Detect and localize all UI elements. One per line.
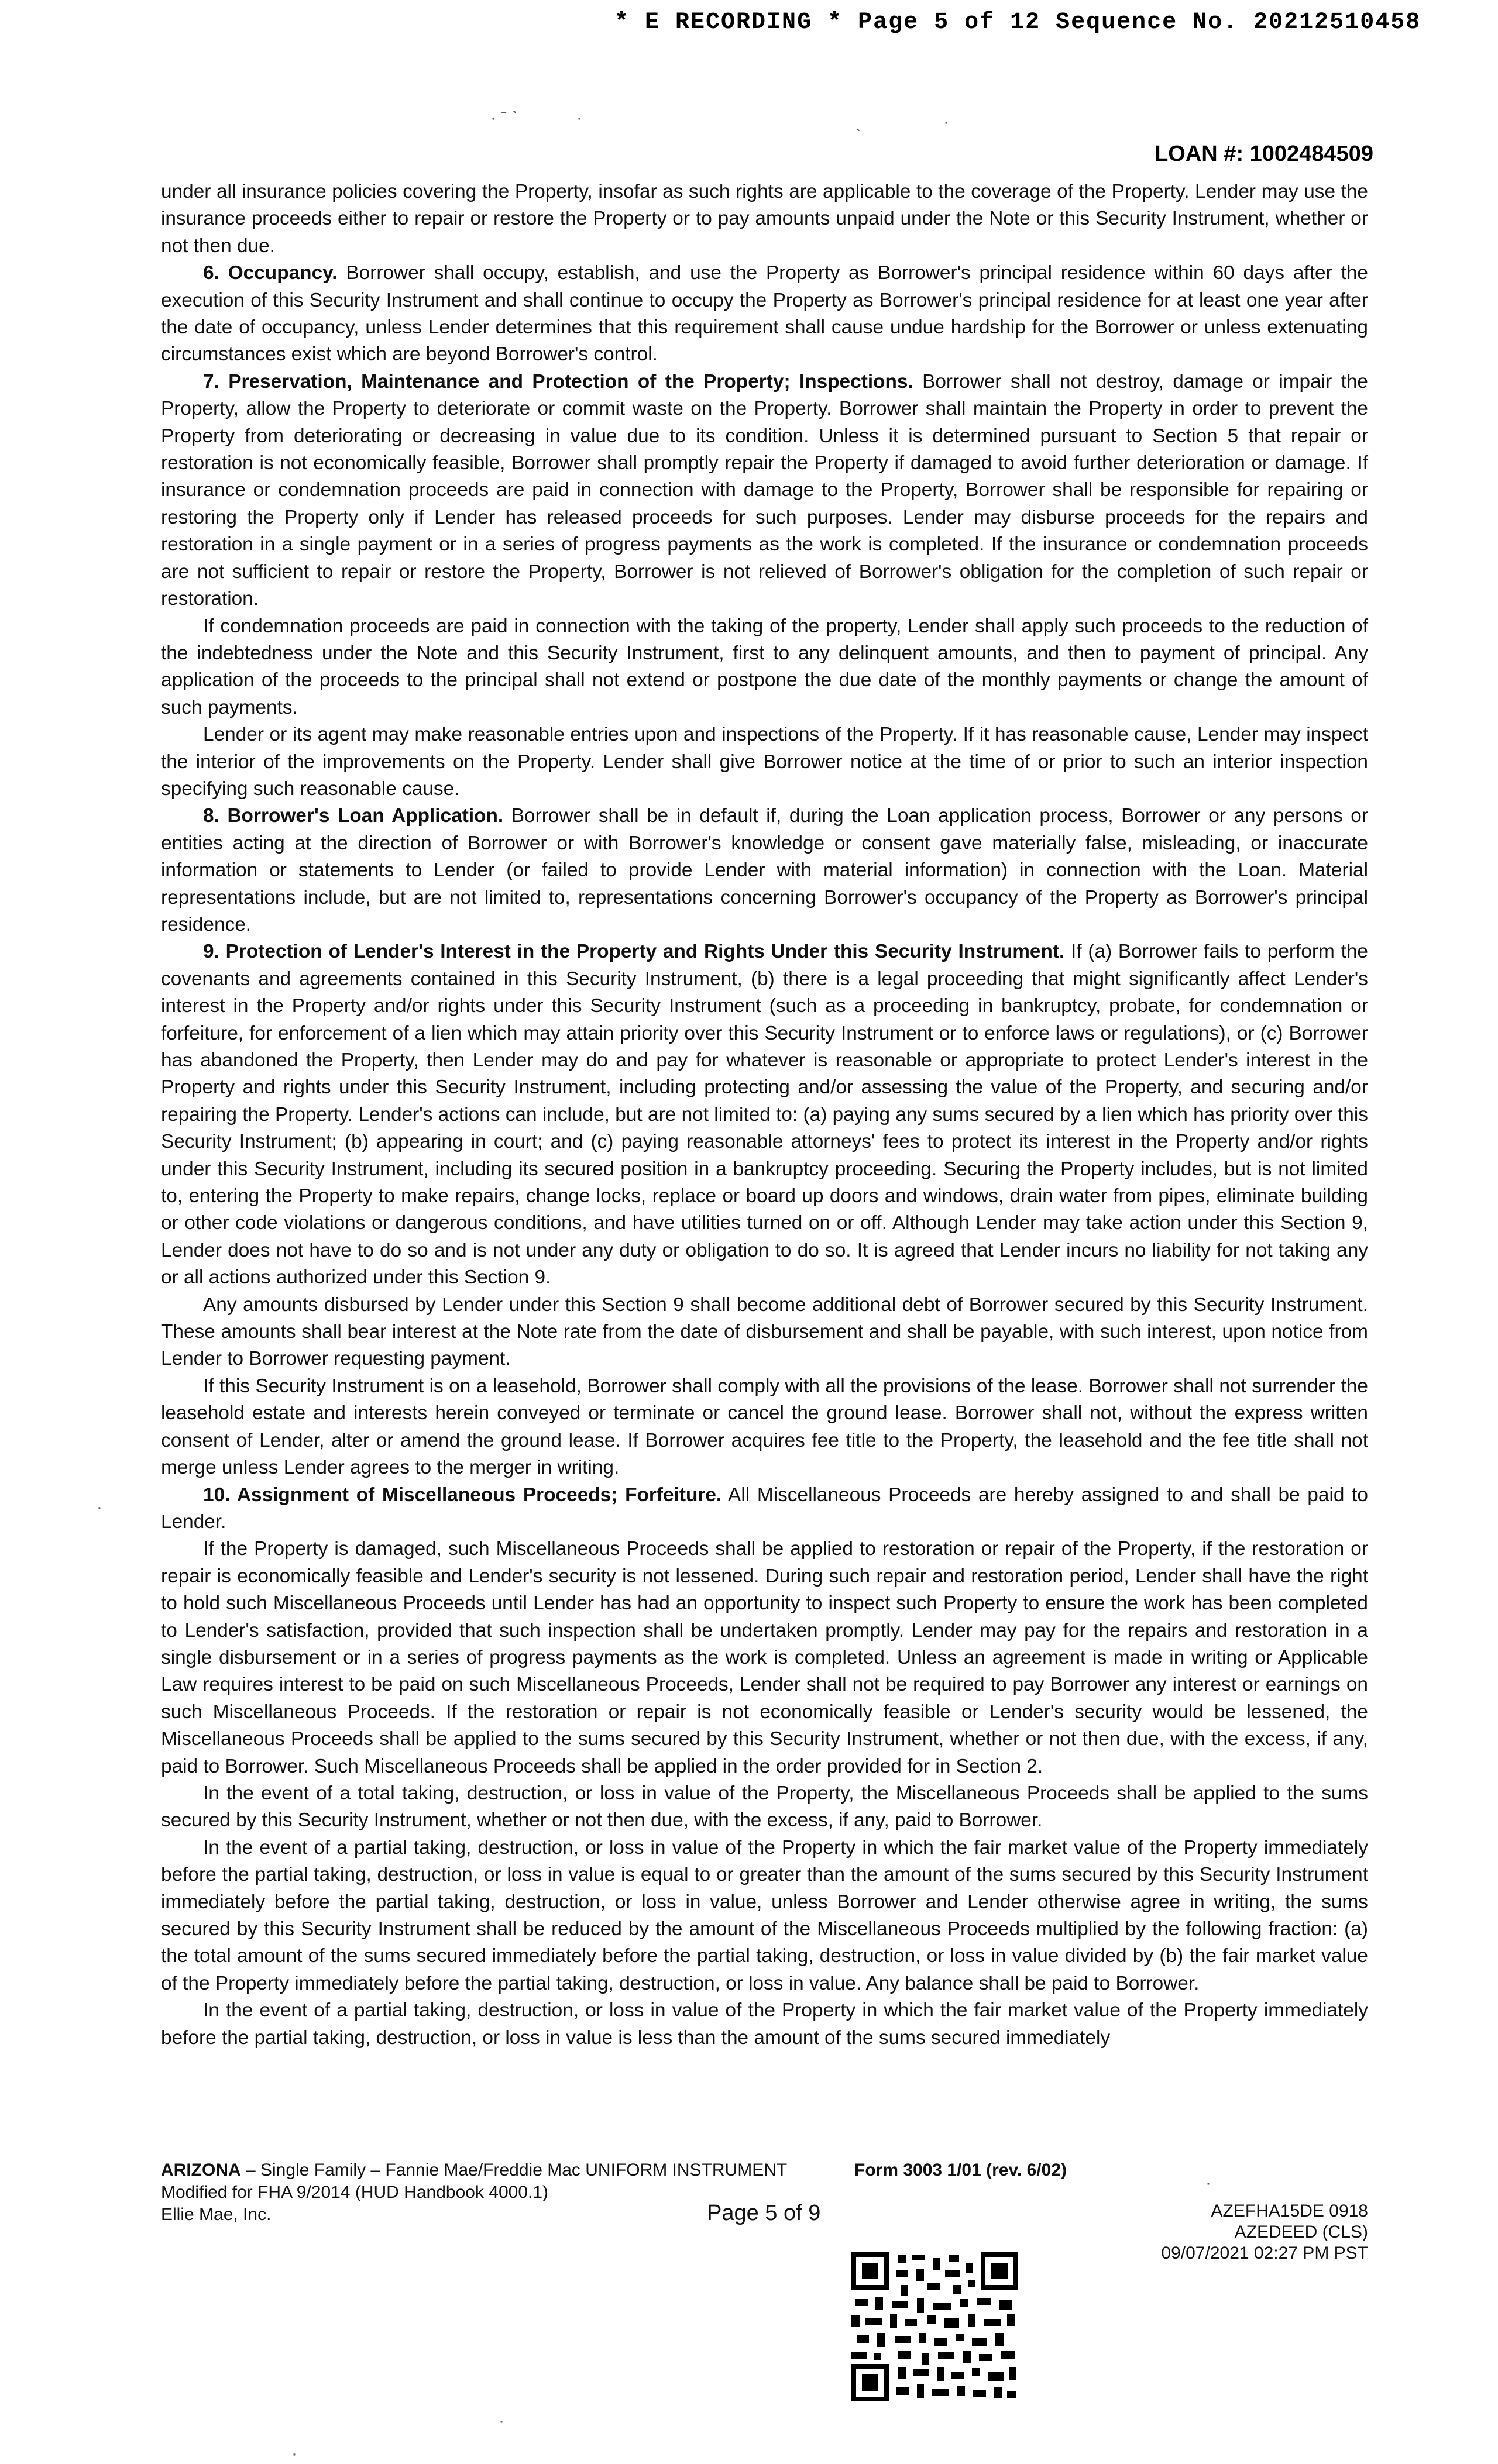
section-8-heading: 8. Borrower's Loan Application. [203, 805, 504, 827]
section-10 [161, 1482, 1368, 1536]
scan-speck: · [943, 112, 949, 132]
section-9 [161, 938, 1368, 1291]
section-10-paragraph-5: In the event of a partial taking, destruction, or loss in value of the Property in which the fair market value of the Property immediately before the partial taking, destruction, or loss in value is less than the amount of the sums secured immediately [161, 2000, 1368, 2049]
section-7-paragraph-2: If condemnation proceeds are paid in connection with the taking of the property, Lender shall apply such proceeds to the reduction of the indebtedness under the Note and this Security Instrument, first to any delinquent amounts, and then to payment of principal. Any application of the proceeds to the principal shall not extend or postpone the due date of the monthly payments or change the amount of such payments. [161, 615, 1368, 718]
section-6-text: Borrower shall occupy, establish, and use the Property as Borrower's principal residence within 60 days after the execution of this Security Instrument and shall continue to occupy the Property as Borrower's principal residence for at least one year after the date of occupancy, unless Lender determines that this requirement shall cause undue hardship for the Borrower or unless extenuating circumstances exist which are beyond Borrower's control. [161, 262, 1369, 366]
footer-instrument: – Single Family – Fannie Mae/Freddie Mac UNIFORM INSTRUMENT [240, 2160, 788, 2180]
section-7-text: Borrower shall not destroy, damage or impair the Property, allow the Property to deteriorate or commit waste on the Property. Borrower shall maintain the Property in order to prevent the Property from deteriorating or decreasing in value due to its condition. Unless it is determined pursuant to Section 5 that repair or restoration is not economically feasible, Borrower shall promptly repair the Property if damaged to avoid further deterioration or damage. If insurance or condemnation proceeds are paid in connection with damage to the Property, Borrower shall be responsible for repairing or restoring the Property only if Lender has released proceeds for such purposes. Lender may disburse proceeds for the repairs and restoration in a single payment or in a series of progress payments as the work is completed. If the insurance or condemnation proceeds are not sufficient to repair or restore the Property, Borrower is not relieved of Borrower's obligation for the completion of such repair or restoration. [161, 370, 1368, 610]
footer-doc-id: AZEDEED (CLS) [1234, 2222, 1368, 2242]
section-9-text: If (a) Borrower fails to perform the covenants and agreements contained in this Security Instrument, (b) there is a legal proceeding that might significantly affect Lender's interest in the Property and/or rights under this Security Instrument (such as a proceeding in bankruptcy, probate, for condemnation or forfeiture, for enforcement of a lien which may attain priority over this Security Instrument or to enforce laws or regulations), or (c) Borrower has abandoned the Property, then Lender may do and pay for whatever is reasonable or appropriate to protect Lender's interest in the Property and rights under this Security Instrument, including protecting and/or assessing the value of the Property, and securing and/or repairing the Property. Lender's actions can include, but are not limited to: (a) paying any sums secured by a lien which has priority over this Security Instrument; (b) appearing in court; and (c) paying reasonable attorneys' fees to protect its interest in the Property and/or rights under this Security Instrument, including its secured position in a bankruptcy proceeding. Securing the Property includes, but is not limited to, entering the Property to make repairs, change locks, replace or board up doors and windows, drain water from pipes, eliminate building or other code violations or dangerous conditions, and have utilities turned on or off. Although Lender may take action under this Section 9, Lender does not have to do so and is not under any duty or obligation to do so. It is agreed that Lender incurs no liability for not taking any or all actions authorized under this Section 9. [161, 941, 1368, 1289]
footer-instrument-line [161, 2160, 787, 2181]
section-10-paragraph-3: In the event of a total taking, destruction, or loss in value of the Property, the Miscellaneous Proceeds shall be applied to the sums secured by this Security Instrument, whether or not then due, with the excess, if any, paid to Borrower. [161, 1782, 1368, 1832]
section-8 [161, 803, 1368, 938]
scan-speck: · [576, 108, 582, 128]
section-9-heading: 9. Protection of Lender's Interest in the Property and Rights Under this Security Instrument. [203, 941, 1065, 963]
scan-speck: · [499, 2411, 504, 2431]
scan-speck: · [1205, 2173, 1211, 2193]
section-10-text: All Miscellaneous Proceeds are hereby assigned to and shall be paid to Lender. [161, 1484, 1368, 1533]
footer-page-number: Page 5 of 9 [707, 2201, 821, 2225]
recording-stamp: * E RECORDING * Page 5 of 12 Sequence No. 20212510458 [614, 9, 1421, 36]
scan-speck: ˎ [855, 112, 861, 132]
section-8-text: Borrower shall be in default if, during the Loan application process, Borrower or any persons or entities acting at the direction of Borrower or with Borrower's knowledge or consent gave materially false, misleading, or inaccurate information or statements to Lender (or failed to provide Lender with material information) in connection with the Loan. Material representations include, but are not limited to, representations concerning Borrower's occupancy of the Property as Borrower's principal residence. [161, 805, 1368, 935]
barcode-icon [851, 2252, 1018, 2401]
footer-vendor: Ellie Mae, Inc. [161, 2205, 272, 2224]
section-9-paragraph-2: Any amounts disbursed by Lender under this Section 9 shall become additional debt of Borrower secured by this Security Instrument. These amounts shall bear interest at the Note rate from the date of disbursement and shall be payable, with such interest, upon notice from Lender to Borrower requesting payment. [161, 1293, 1368, 1370]
scan-speck: · [97, 1498, 102, 1517]
section-9-paragraph-3: If this Security Instrument is on a leasehold, Borrower shall comply with all the provisions of the lease. Borrower shall not surrender the leasehold estate and interests herein conveyed or terminate or cancel the ground lease. Borrower shall not, without the express written consent of Lender, alter or amend the ground lease. If Borrower acquires fee title to the Property, the leasehold and the fee title shall not merge unless Lender agrees to the merger in writing. [161, 1375, 1368, 1479]
section-10-heading: 10. Assignment of Miscellaneous Proceeds; Forfeiture. [203, 1484, 722, 1506]
scan-speck: · ˉ ˋ [490, 108, 518, 128]
footer-timestamp: 09/07/2021 02:27 PM PST [1161, 2243, 1368, 2263]
section-7-paragraph-3: Lender or its agent may make reasonable entries upon and inspections of the Property. If it has reasonable cause, Lender may inspect the interior of the improvements on the Property. Lender shall give Borrower notice at the time of or prior to such an interior inspection specifying such reasonable cause. [161, 724, 1368, 800]
section-6 [161, 260, 1368, 369]
section-7-heading: 7. Preservation, Maintenance and Protection of the Property; Inspections. [203, 370, 913, 393]
footer-modified: Modified for FHA 9/2014 (HUD Handbook 4000.1) [161, 2183, 549, 2202]
footer-doc-code: AZEFHA15DE 0918 [1211, 2201, 1368, 2221]
footer-form-number: Form 3003 1/01 (rev. 6/02) [854, 2160, 1067, 2180]
paragraph-insurance-continued: under all insurance policies covering the Property, insofar as such rights are applicable to the coverage of the Property. Lender may use the insurance proceeds either to repair or restore the Property or to pay amounts unpaid under the Note or this Security Instrument, whether or not then due. [161, 181, 1368, 257]
section-6-heading: 6. Occupancy. [203, 262, 338, 284]
loan-number: LOAN #: 1002484509 [1155, 142, 1373, 166]
footer-state: ARIZONA [161, 2160, 241, 2180]
scan-speck: · [291, 2444, 297, 2463]
section-10-paragraph-2: If the Property is damaged, such Miscellaneous Proceeds shall be applied to restoration or repair of the Property, if the restoration or repair is economically feasible and Lender's security is not lessened. During such repair and restoration period, Lender shall have the right to hold such Miscellaneous Proceeds until Lender has had an opportunity to inspect such Property to ensure the work has been completed to Lender's satisfaction, provided that such inspection shall be undertaken promptly. Lender may pay for the repairs and restoration in a single disbursement or in a series of progress payments as the work is completed. Unless an agreement is made in writing or Applicable Law requires interest to be paid on such Miscellaneous Proceeds, Lender shall not be required to pay Borrower any interest or earnings on such Miscellaneous Proceeds. If the restoration or repair is not economically feasible or Lender's security would be lessened, the Miscellaneous Proceeds shall be applied to the sums secured by this Security Instrument, whether or not then due, with the excess, if any, paid to Borrower. Such Miscellaneous Proceeds shall be applied in the order provided for in Section 2. [161, 1538, 1368, 1777]
section-10-paragraph-4: In the event of a partial taking, destruction, or loss in value of the Property in which the fair market value of the Property immediately before the partial taking, destruction, or loss in value is equal to or greater than the amount of the sums secured by this Security Instrument immediately before the partial taking, destruction, or loss in value, unless Borrower and Lender otherwise agree in writing, the sums secured by this Security Instrument shall be reduced by the amount of the Miscellaneous Proceeds multiplied by the following fraction: (a) the total amount of the sums secured immediately before the partial taking, destruction, or loss in value divided by (b) the fair market value of the Property immediately before the partial taking, destruction, or loss in value. Any balance shall be paid to Borrower. [161, 1836, 1368, 1994]
section-7 [161, 369, 1368, 613]
document-body [161, 178, 1368, 2132]
